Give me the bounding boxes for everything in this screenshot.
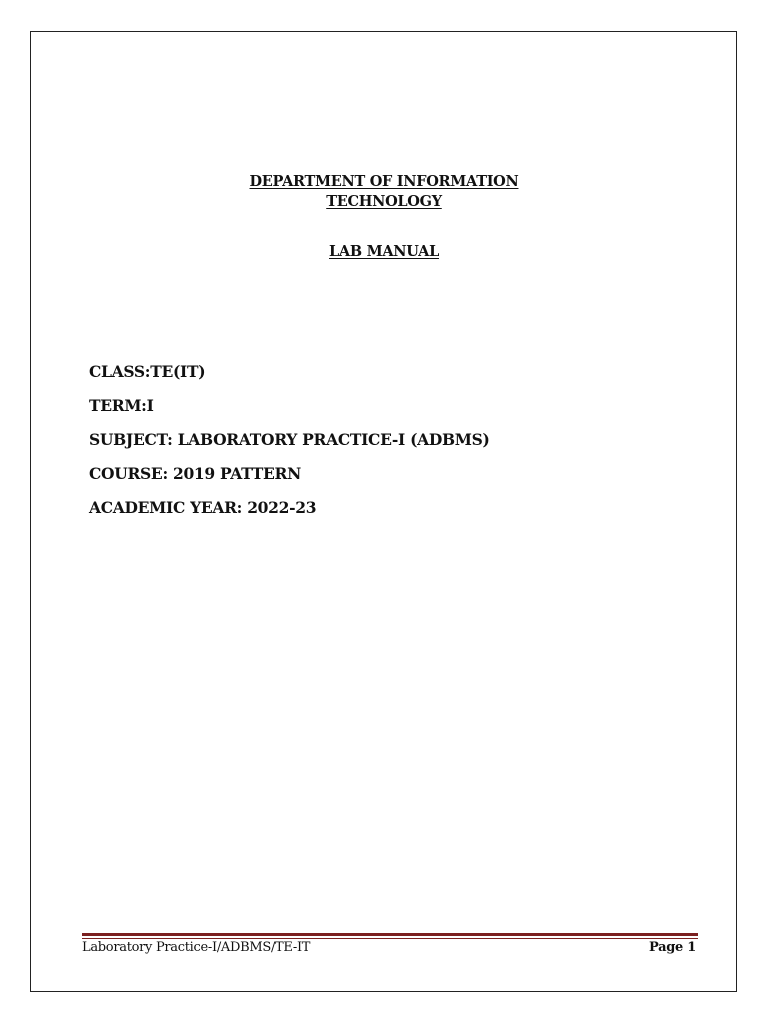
department-heading-line2-text: TECHNOLOGY	[326, 193, 442, 210]
department-heading-line1	[0, 173, 768, 190]
footer-rule-thin	[82, 938, 698, 939]
department-heading-line2	[0, 193, 768, 210]
course-info: COURSE: 2019 PATTERN	[89, 464, 301, 483]
academic-year-info: ACADEMIC YEAR: 2022-23	[89, 498, 317, 517]
department-heading-line1-text: DEPARTMENT OF INFORMATION	[249, 173, 519, 190]
term-info: TERM:I	[89, 396, 154, 415]
footer-document-label: Laboratory Practice-I/ADBMS/TE-IT	[82, 940, 311, 955]
manual-title-text: LAB MANUAL	[329, 243, 439, 260]
page-number: Page 1	[649, 940, 696, 955]
footer-rule	[82, 933, 698, 936]
class-info: CLASS:TE(IT)	[89, 362, 206, 381]
subject-info: SUBJECT: LABORATORY PRACTICE-I (ADBMS)	[89, 430, 490, 449]
manual-title	[0, 243, 768, 260]
